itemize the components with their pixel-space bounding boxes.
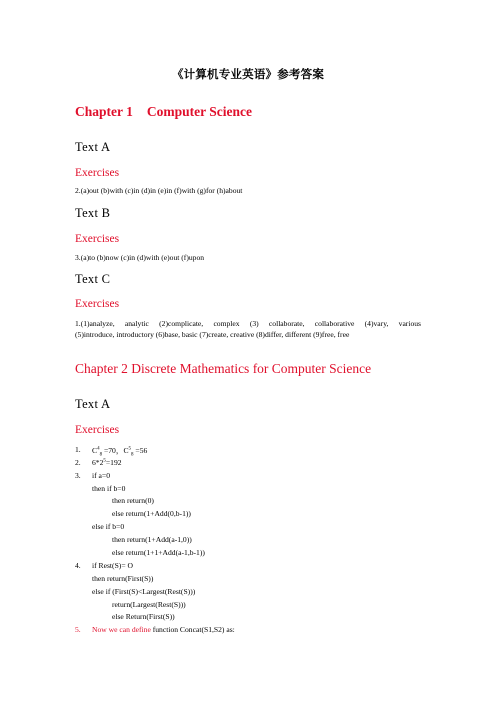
ch2-item-5-black-text: function Concat(S1,S2) as: <box>150 625 235 634</box>
ch2-item-3-line-3: then return(0) <box>112 496 154 505</box>
ch2-text-a-heading: Text A <box>75 397 111 411</box>
combination-symbol: C <box>92 446 98 455</box>
power-exponent: 5 <box>103 458 106 464</box>
ch1-text-b-exercises-label: Exercises <box>75 233 120 245</box>
ch2-item-3-line-6: then return(1+Add(a-1,0)) <box>112 535 192 544</box>
ch2-item-5-text <box>92 625 235 634</box>
ch2-text-a-exercises-label: Exercises <box>75 424 120 436</box>
chapter-1-name: Computer Science <box>146 104 252 119</box>
chapter-2-heading: Chapter 2 Discrete Mathematics for Computer Science <box>75 361 372 376</box>
ch1-text-a-exercises-label: Exercises <box>75 167 120 179</box>
power-result: =192 <box>105 458 122 467</box>
ch2-item-4-line-5: else Return(First(S)) <box>112 612 175 621</box>
combination-value: =70， <box>102 446 124 455</box>
combination-sub-2: 8 <box>131 452 134 458</box>
document-title: 《计算机专业英语》参考答案 <box>171 67 325 81</box>
ch2-item-1-text <box>92 445 147 456</box>
combination-sup: 4 <box>97 446 100 452</box>
ch2-item-4-line-4: return(Largest(Rest(S))) <box>112 600 186 609</box>
ch2-item-5-red-text: Now we can define <box>92 625 151 634</box>
ch2-item-3-line-1: if a=0 <box>92 471 110 480</box>
ch2-item-4-line-2: then return(First(S)) <box>92 574 154 583</box>
ch2-item-3-line-5: else if b=0 <box>92 522 125 531</box>
combination-sup-2: 5 <box>128 446 132 452</box>
ch2-item-3-line-7: else return(1+1+Add(a-1,b-1)) <box>112 548 205 557</box>
ch1-text-c-answer-line-2: (5)introduce, introductory (6)base, basic (7)create, creative (8)differ, different (9)free, free <box>75 330 350 339</box>
ch1-text-a-answer: 2.(a)out (b)with (c)in (d)in (e)in (f)with (g)for (h)about <box>75 186 243 195</box>
combination-sub: 8 <box>99 452 103 458</box>
chapter-1-number: Chapter 1 <box>75 104 133 119</box>
chapter-1-heading <box>75 104 252 120</box>
ch1-text-b-heading: Text B <box>75 206 111 220</box>
ch2-item-4-line-1: if Rest(S)= O <box>92 561 133 570</box>
power-base: 6*2 <box>92 458 104 467</box>
ch1-text-c-exercises-label: Exercises <box>75 298 120 310</box>
ch2-item-3-line-2: then if b=0 <box>92 484 126 493</box>
ch1-text-b-answer: 3.(a)to (b)now (c)in (d)with (e)out (f)upon <box>75 253 205 262</box>
ch1-text-c-answer <box>75 318 421 340</box>
ch2-item-2-text <box>92 458 122 467</box>
ch2-item-5-number: 5. <box>75 625 81 634</box>
ch2-item-1-number: 1. <box>75 445 81 454</box>
ch1-text-c-answer-line-1: 1.(1)analyze, analytic (2)complicate, complex (3) collaborate, collaborative (4)vary, various <box>75 319 421 328</box>
ch2-item-3-line-4: else return(1+Add(0,b-1)) <box>112 509 191 518</box>
combination-value-2: =56 <box>133 446 148 455</box>
ch2-item-4-number: 4. <box>75 561 81 570</box>
ch1-text-c-heading: Text C <box>75 272 111 286</box>
combination-symbol-2: C <box>123 446 129 455</box>
ch2-item-2-number: 2. <box>75 458 81 467</box>
ch1-text-a-heading: Text A <box>75 140 111 154</box>
ch2-item-3-number: 3. <box>75 471 81 480</box>
ch2-item-4-line-3: else if (First(S)<Largest(Rest(S))) <box>92 587 196 596</box>
